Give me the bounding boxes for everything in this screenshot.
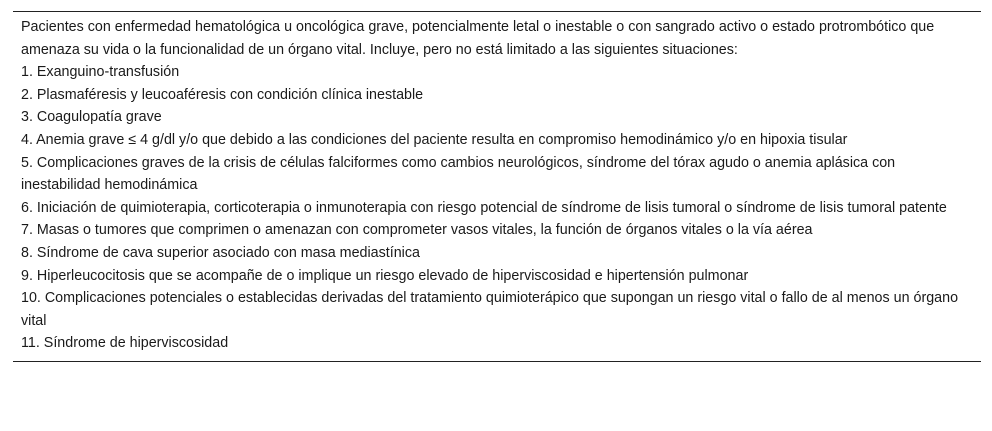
list-item-6: 6. Iniciación de quimioterapia, corticoterapia o inmunoterapia con riesgo potencial de síndrome de lisis tumoral o síndrome de lisis tumoral patente [21,199,947,216]
list-item-7: 7. Masas o tumores que comprimen o amenazan con comprometer vasos vitales, la función de órganos vitales o la vía aérea [21,222,813,239]
list-item-4: 4. Anemia grave ≤ 4 g/dl y/o que debido a las condiciones del paciente resulta en compromiso hemodinámico y/o en hipoxia tisular [21,131,848,148]
list-item-5: 5. Complicaciones graves de la crisis de células falciformes como cambios neurológicos, síndrome del tórax agudo o anemia aplásica con inestabilidad hemodinámica [21,154,896,194]
list-item-11: 11. Síndrome de hiperviscosidad [21,335,229,352]
criteria-table [13,11,981,362]
list-item-10: 10. Complicaciones potenciales o establecidas derivadas del tratamiento quimioterápico que supongan un riesgo vital o fallo de al menos un órgano vital [21,290,959,329]
list-item-3: 3. Coagulopatía grave [21,109,162,126]
table-cell [13,12,981,361]
list-item-9: 9. Hiperleucocitosis que se acompañe de o implique un riesgo elevado de hiperviscosidad e hipertensión pulmonar [21,267,749,284]
list-item-8: 8. Síndrome de cava superior asociado con masa mediastínica [21,244,420,261]
intro-paragraph: Pacientes con enfermedad hematológica u oncológica grave, potencialmente letal o inestable o con sangrado activo o estado protrombótico que amenaza su vida o la funcionalidad de un órgano vital. Incluye, pero no está limitado a las siguientes situaciones: [21,19,935,58]
list-item-2: 2. Plasmaféresis y leucoaféresis con condición clínica inestable [21,86,424,103]
list-item-1: 1. Exanguino-transfusión [21,64,180,81]
